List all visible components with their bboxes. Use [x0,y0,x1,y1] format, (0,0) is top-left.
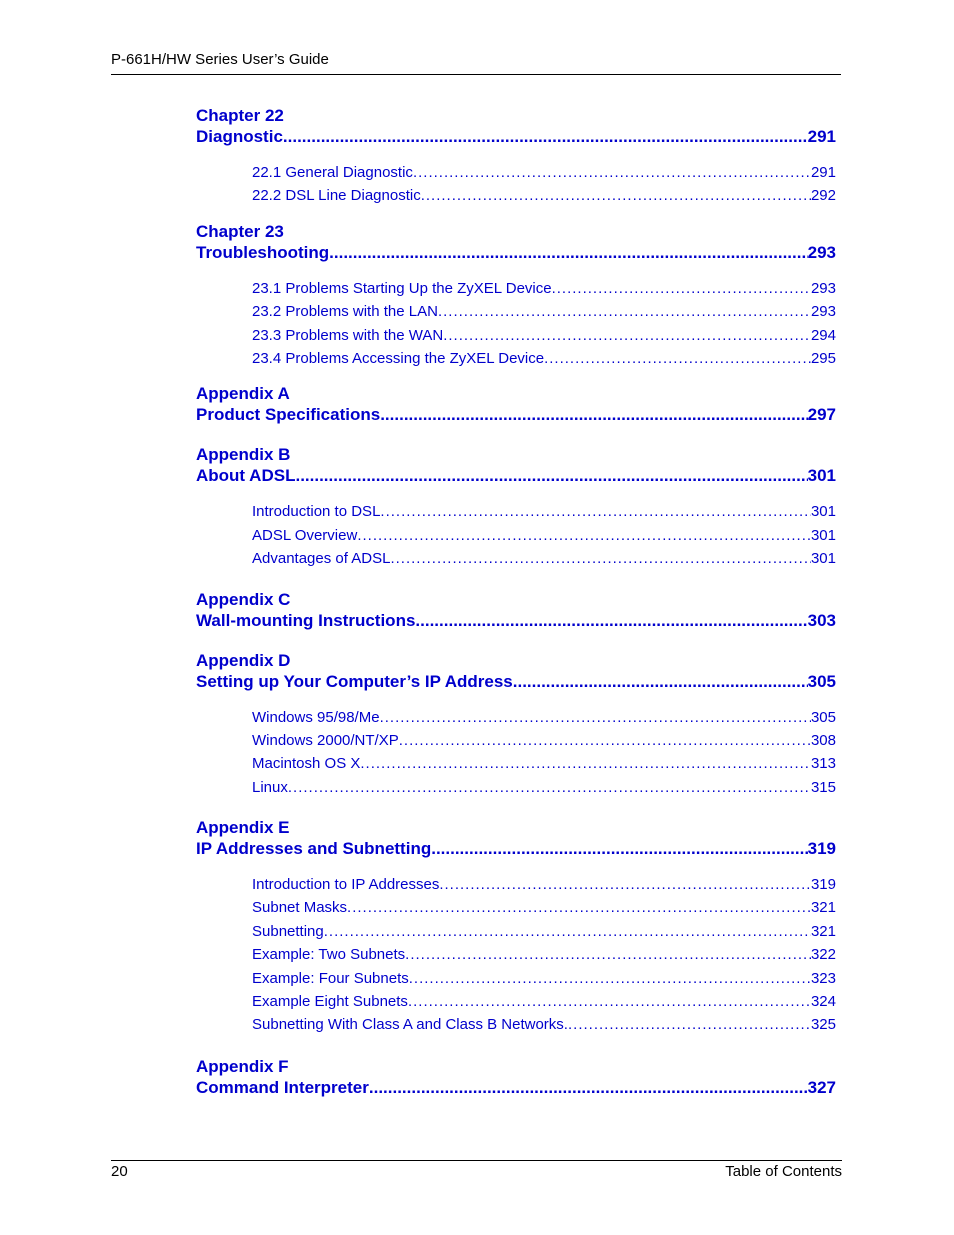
section-entry-link[interactable] [252,524,836,547]
section-page-number: 291 [810,164,836,181]
chapter-page-number: 293 [807,242,836,262]
chapter-entry-link[interactable] [196,610,836,631]
dot-leader [568,1013,811,1036]
toc-chapter [196,222,836,371]
chapter-title: Troubleshooting [196,242,330,262]
section-entry-link[interactable] [252,706,836,729]
section-title: Example: Two Subnets [252,946,406,964]
page-footer [111,1160,842,1180]
chapter-label[interactable]: Appendix B [196,445,291,465]
dot-leader [390,547,811,570]
chapter-title: Product Specifications [196,405,381,425]
chapter-page-number: 327 [807,1077,836,1097]
section-entry-link[interactable] [252,776,836,799]
dot-leader [513,671,808,692]
section-entry-link[interactable] [252,500,836,523]
section-list [252,706,836,800]
section-page-number: 322 [810,946,836,964]
section-title: 22.1 General Diagnostic [252,164,413,181]
chapter-page-number: 291 [807,127,836,146]
section-entry-link[interactable] [252,547,836,570]
section-page-number: 321 [810,922,836,940]
dot-leader [357,524,811,547]
dot-leader [405,943,811,966]
section-page-number: 325 [810,1016,836,1034]
dot-leader [413,161,811,184]
section-page-number: 293 [810,303,836,321]
dot-leader [324,920,811,943]
chapter-label[interactable]: Chapter 23 [196,221,284,241]
section-entry-link[interactable] [252,324,836,347]
section-page-number: 301 [810,550,836,568]
section-entry-link[interactable] [252,300,836,323]
chapter-label[interactable]: Appendix D [196,650,291,670]
chapter-title: Command Interpreter [196,1077,369,1097]
section-page-number: 294 [810,326,836,344]
dot-leader [347,896,811,919]
section-page-number: 324 [810,993,836,1011]
section-title: Introduction to IP Addresses [252,876,440,894]
chapter-entry-link[interactable] [196,1077,836,1098]
section-title: Example: Four Subnets [252,969,409,987]
section-list [252,873,836,1037]
chapter-label[interactable]: Appendix A [196,384,290,404]
dot-leader [295,465,807,486]
dot-leader [431,838,807,859]
section-title: Macintosh OS X [252,755,361,773]
toc-chapter [196,384,836,425]
section-title: ADSL Overview [252,526,358,544]
section-title: Windows 95/98/Me [252,708,380,726]
section-page-number: 321 [810,899,836,917]
chapter-entry-link[interactable] [196,404,836,425]
dot-leader [369,1077,808,1098]
chapter-title: About ADSL [196,466,296,486]
footer-section: Table of Contents [725,1163,842,1180]
section-list [252,277,836,371]
chapter-page-number: 301 [807,466,836,486]
toc-chapter [196,590,836,631]
chapter-entry-link[interactable] [196,671,836,692]
chapter-page-number: 319 [807,839,836,859]
chapter-label[interactable]: Appendix C [196,589,291,609]
chapter-title: IP Addresses and Subnetting [196,839,432,859]
section-list [252,161,836,208]
section-title: Windows 2000/NT/XP [252,731,399,749]
section-entry-link[interactable] [252,990,836,1013]
chapter-entry-link[interactable] [196,242,836,263]
dot-leader [552,277,811,300]
section-page-number: 323 [810,969,836,987]
section-title: 22.2 DSL Line Diagnostic [252,187,421,205]
chapter-label[interactable]: Appendix E [196,818,290,838]
section-page-number: 293 [810,279,836,297]
section-entry-link[interactable] [252,1013,836,1036]
section-entry-link[interactable] [252,896,836,919]
dot-leader [438,300,811,323]
section-entry-link[interactable] [252,873,836,896]
section-title: Introduction to DSL [252,503,381,521]
section-title: 23.2 Problems with the LAN [252,303,438,321]
dot-leader [288,776,811,799]
chapter-label[interactable]: Appendix F [196,1056,289,1076]
section-page-number: 313 [810,755,836,773]
section-page-number: 295 [810,349,836,367]
section-page-number: 301 [810,503,836,521]
dot-leader [439,873,811,896]
section-page-number: 308 [810,731,836,749]
section-title: 23.1 Problems Starting Up the ZyXEL Device [252,279,552,297]
toc-chapter [196,106,836,208]
chapter-page-number: 305 [807,671,836,691]
section-page-number: 301 [810,526,836,544]
dot-leader [329,242,807,263]
section-page-number: 319 [810,876,836,894]
chapter-page-number: 297 [807,405,836,425]
chapter-title: Setting up Your Computer’s IP Address [196,671,513,691]
section-entry-link[interactable] [252,729,836,752]
dot-leader [408,990,811,1013]
dot-leader [380,500,811,523]
section-title: 23.3 Problems with the WAN [252,326,444,344]
section-entry-link[interactable] [252,184,836,207]
table-of-contents [196,106,836,1098]
chapter-title: Wall-mounting Instructions [196,610,416,630]
chapter-entry-link[interactable] [196,126,836,147]
chapter-page-number: 303 [807,610,836,630]
section-entry-link[interactable] [252,277,836,300]
dot-leader [409,967,811,990]
section-title: Example Eight Subnets [252,993,408,1011]
dot-leader [443,324,811,347]
section-entry-link[interactable] [252,752,836,775]
section-page-number: 305 [810,708,836,726]
section-title: Advantages of ADSL [252,550,391,568]
dot-leader [360,752,811,775]
chapter-entry-link[interactable] [196,465,836,486]
chapter-label[interactable]: Chapter 22 [196,106,284,125]
dot-leader [380,404,807,425]
section-title: Subnet Masks [252,899,348,917]
section-title: Linux [252,778,288,796]
section-title: 23.4 Problems Accessing the ZyXEL Device [252,349,545,367]
dot-leader [380,706,811,729]
page-header [111,51,841,75]
section-entry-link[interactable] [252,943,836,966]
section-title: Subnetting With Class A and Class B Networks. [252,1016,568,1034]
dot-leader [399,729,811,752]
toc-chapter [196,445,836,570]
section-entry-link[interactable] [252,920,836,943]
dot-leader [415,610,807,631]
section-title: Subnetting [252,922,324,940]
chapter-title: Diagnostic [196,127,283,146]
section-entry-link[interactable] [252,347,836,370]
toc-chapter [196,818,836,1037]
dot-leader [544,347,811,370]
chapter-entry-link[interactable] [196,838,836,859]
page-number: 20 [111,1163,128,1180]
section-page-number: 315 [810,778,836,796]
section-entry-link[interactable] [252,967,836,990]
dot-leader [421,184,811,207]
toc-chapter [196,1057,836,1098]
document-title: P-661H/HW Series User’s Guide [111,51,329,68]
dot-leader [283,126,808,147]
section-page-number: 292 [810,187,836,205]
section-entry-link[interactable] [252,161,836,184]
toc-chapter [196,651,836,800]
section-list [252,500,836,570]
